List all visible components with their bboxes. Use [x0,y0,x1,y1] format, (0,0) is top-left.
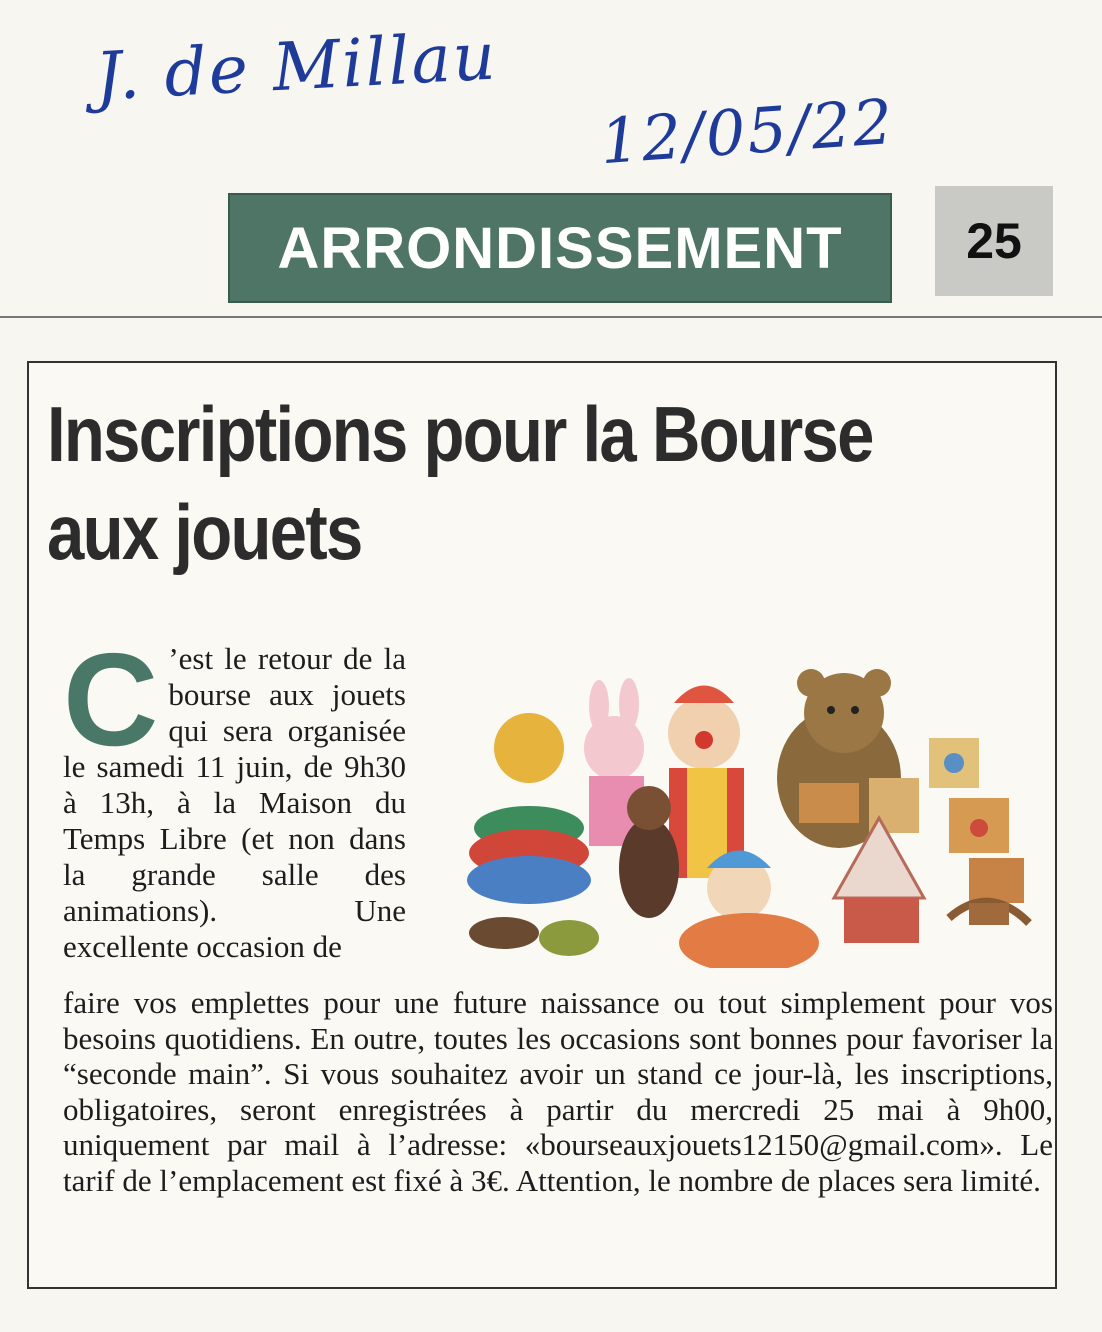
page-number-box [935,186,1053,296]
section-banner [228,193,892,303]
handwritten-date: 12/05/22 [597,84,897,179]
article-box [27,361,1057,1289]
article-body-column-text: ’est le retour de la bourse aux jouets qui sera organisée le samedi 11 juin, de 9h30 à 13h, à la Maison du Temps Libre (et non dans la grande salle des animations). Une excellente occasion de [63,641,406,964]
article-body-column [63,626,406,965]
section-title: ARRONDISSEMENT [277,215,843,281]
handwritten-source: J. de Millau [93,17,500,116]
header-rule [0,316,1102,318]
dropcap: C [63,626,159,773]
page-number: 25 [966,213,1022,269]
article-title: Inscriptions pour la Bourse aux jouets [47,390,873,576]
article-body-wide: faire vos emplettes pour une future naissance ou tout simplement pour vos besoins quotidiens. En outre, toutes les occasions sont bonnes pour favoriser la “seconde main”. Si vous souhaitez avoir un stand ce jour-là, les inscriptions, obligatoires, seront enregistrées à partir du mercredi 25 mai à 9h00, uniquement par mail à l’adresse: «bourseauxjouets12150@gmail.com». Le tarif de l’emplacement est fixé à 3€. Attention, le nombre de places sera limité. [63,985,1053,1198]
toys-photo-icon [449,668,1049,968]
